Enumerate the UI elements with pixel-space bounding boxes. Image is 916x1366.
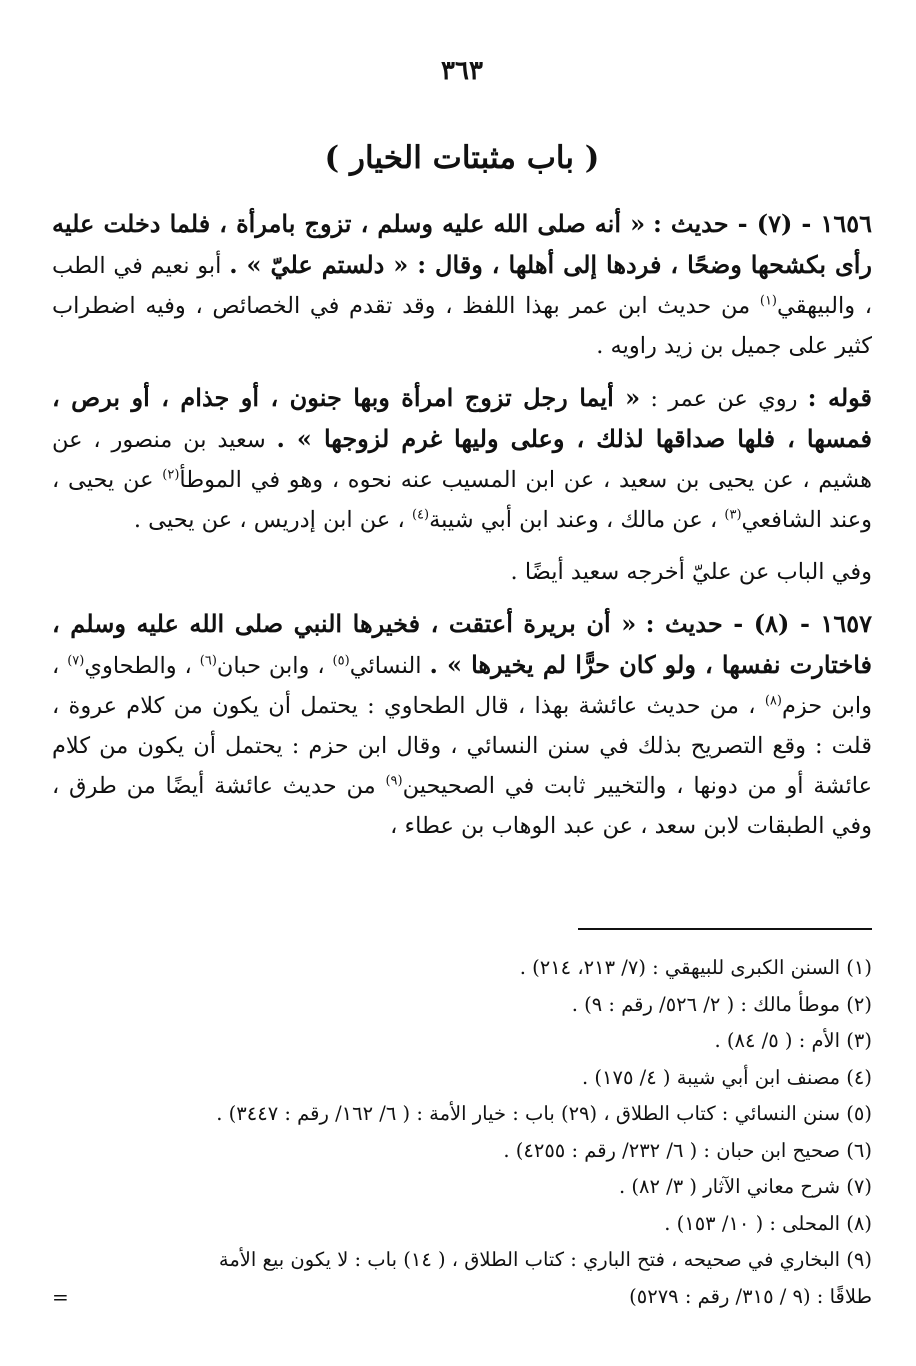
footnote-4: (٤) مصنف ابن أبي شيبة ( ٤/ ١٧٥) . <box>582 1065 872 1089</box>
qawluhu-intro: روي عن عمر : <box>650 386 798 412</box>
qawluhu-quote: « أيما رجل تزوج امرأة وبها جنون ، أو جذام ، أو برص ، فمسها ، فلها صداقها لذلك ، وعلى وليها غرم لزوجها » . <box>52 383 873 453</box>
qawluhu-label: قوله : <box>807 383 873 412</box>
footnote-ref-5[interactable]: (٥) <box>332 653 350 669</box>
hadith-1657-text-b: ، وابن حبان <box>216 653 325 679</box>
footnote-ref-7[interactable]: (٧) <box>67 653 85 669</box>
hadith-1657-text: « أن بريرة أعتقت ، فخيرها النبي صلى الله عليه وسلم ، فاختارت نفسها ، ولو كان حرًّا لم يخيرها » . <box>52 609 873 679</box>
footnote-3: (٣) الأم : ( ٥/ ٨٤) . <box>714 1029 872 1052</box>
footnote-ref-3[interactable]: (٣) <box>724 507 742 523</box>
footnote-ref-2[interactable]: (٢) <box>162 467 180 483</box>
wafil-bab-paragraph <box>52 552 872 592</box>
hadith-1657-text-d: ، وابن حزم <box>52 653 872 719</box>
book-page <box>52 0 872 1366</box>
hadith-1656-comment-a: أبو نعيم في الطب ، والبيهقي <box>52 253 872 319</box>
footnote-ref-9[interactable]: (٩) <box>385 773 403 789</box>
footnote-ref-8[interactable]: (٨) <box>764 693 782 709</box>
hadith-1656-text: « أنه صلى الله عليه وسلم ، تزوج بامرأة ، فلما دخلت عليه رأى بكشحها وضحًا ، فردها إلى أهلها ، وقال : « دلستم عليّ » . <box>52 209 873 279</box>
footnote-7: (٧) شرح معاني الآثار ( ٣/ ٨٢) . <box>618 1175 872 1198</box>
chapter-title: ( باب مثبتات الخيار ) <box>324 140 600 176</box>
footnote-2: (٢) موطأ مالك : ( ٢/ ٥٢٦/ رقم : ٩) . <box>571 992 872 1016</box>
wafil-bab-text: وفي الباب عن عليّ أخرجه سعيد أيضًا . <box>510 559 872 585</box>
footnote-9-continuation: طلاقًا : (٩ / ٣١٥/ رقم : ٥٢٧٩) <box>629 1284 872 1308</box>
hadith-1656-number: ١٦٥٦ - (٧) - حديث : <box>652 209 873 238</box>
qawluhu-text-d: ، عن ابن إدريس ، عن يحيى . <box>133 507 405 533</box>
main-text <box>52 204 872 846</box>
hadith-1657-text-c: ، والطحاوي <box>84 653 192 679</box>
hadith-1657-paragraph <box>52 604 872 846</box>
footnote-5: (٥) سنن النسائي : كتاب الطلاق ، (٢٩) باب : خيار الأمة : ( ٦/ ١٦٢/ رقم : ٣٤٤٧) . <box>216 1102 872 1125</box>
continuation-mark: = <box>52 1284 69 1309</box>
footnote-9-continuation-line <box>52 1279 872 1316</box>
hadith-1656-comment-b: من حديث ابن عمر بهذا اللفظ ، وقد تقدم في الخصائص ، وفيه اضطراب كثير على جميل بن زيد راويه . <box>52 293 872 359</box>
footnote-6: (٦) صحيح ابن حبان : ( ٦/ ٢٣٢/ رقم : ٤٢٥٥) . <box>503 1138 872 1162</box>
hadith-1656-paragraph <box>52 204 872 366</box>
footnote-ref-1[interactable]: (١) <box>759 293 777 309</box>
qawluhu-paragraph <box>52 378 872 540</box>
hadith-1657-text-a: النسائي <box>349 653 422 679</box>
qawluhu-text-b: عن يحيى ، وعند الشافعي <box>52 467 872 533</box>
footnote-ref-6[interactable]: (٦) <box>199 653 217 669</box>
footnote-divider <box>578 928 872 930</box>
footnotes <box>52 950 872 1315</box>
footnote-9: (٩) البخاري في صحيحه ، فتح الباري : كتاب الطلاق ، ( ١٤) باب : لا يكون بيع الأمة <box>218 1248 872 1271</box>
footnote-1: (١) السنن الكبرى للبيهقي : (٧/ ٢١٣، ٢١٤) . <box>519 956 872 979</box>
hadith-1657-text-f: من حديث عائشة أيضًا من طرق ، وفي الطبقات لابن سعد ، عن عبد الوهاب بن عطاء ، <box>52 773 872 839</box>
page-number: ٣٦٣ <box>441 56 483 86</box>
hadith-1657-number: ١٦٥٧ - (٨) - حديث : <box>645 609 873 638</box>
footnote-ref-4[interactable]: (٤) <box>411 507 430 523</box>
hadith-1657-text-e: ، من حديث عائشة بهذا ، قال الطحاوي : يحتمل أن يكون من كلام عروة ، قلت : وقع التصريح بذلك في سنن النسائي ، وقال ابن حزم : يحتمل أن يكون من كلام عائشة أو من دونها ، والتخيير ثابت في الصحيحين <box>52 693 873 799</box>
footnote-8: (٨) المحلى : ( ١٠/ ١٥٣) . <box>664 1211 872 1235</box>
qawluhu-text-c: ، عن مالك ، وعند ابن أبي شيبة <box>429 507 718 533</box>
qawluhu-text-a: سعيد بن منصور ، عن هشيم ، عن يحيى بن سعيد ، عن ابن المسيب عنه نحوه ، وهو في الموطأ <box>52 427 873 493</box>
